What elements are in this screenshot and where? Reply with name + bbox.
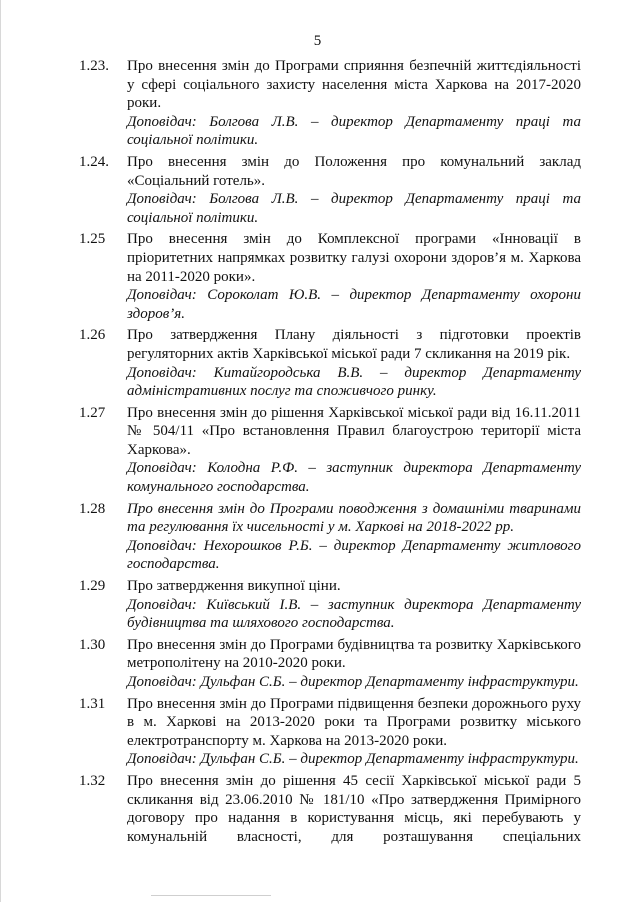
item-number: 1.28 [79, 500, 106, 517]
item-number: 1.32 [79, 772, 106, 789]
item-speaker: Доповідач: Китайгородська В.В. – директор Департаменту адміністративних послуг та споживчого ринку. [127, 364, 581, 400]
item-number: 1.30 [79, 636, 106, 653]
scan-artifact-line [151, 895, 271, 896]
agenda-item [79, 404, 581, 497]
item-speaker: Доповідач: Нехорошков Р.Б. – директор Департаменту житлового господарства. [127, 537, 581, 573]
item-title: Про внесення змін до Положення про комунальний заклад «Соціальний готель». [127, 153, 581, 189]
item-speaker: Доповідач: Сороколат Ю.В. – директор Департаменту охорони здоров’я. [127, 287, 581, 322]
item-speaker: Доповідач: Дульфан С.Б. – директор Департаменту інфраструктури. [127, 674, 579, 690]
item-speaker: Доповідач: Болгова Л.В. – директор Департаменту праці та соціальної політики. [127, 191, 581, 226]
agenda-item [79, 57, 581, 150]
agenda-item [79, 326, 581, 400]
item-number: 1.29 [79, 578, 106, 595]
item-speaker: Доповідач: Дульфан С.Б. – директор Департаменту інфраструктури. [127, 751, 579, 768]
item-number: 1.24. [79, 153, 109, 170]
item-title: Про внесення змін до Програми сприяння безпечній життєдіяльності у сфері соціального захисту населення міста Харкова на 2017-2020 роки. [127, 58, 581, 112]
agenda-item [79, 230, 581, 323]
page-number: 5 [313, 33, 322, 49]
item-number: 1.27 [79, 404, 106, 421]
agenda-item [79, 636, 581, 692]
item-title: Про затвердження Плану діяльності з підготовки проектів регуляторних актів Харківської міської ради 7 скликання на 2019 рік. [127, 327, 581, 362]
agenda-item [79, 772, 581, 846]
agenda-item [79, 695, 581, 769]
agenda-item [79, 153, 581, 227]
agenda-item [79, 500, 581, 574]
item-speaker: Доповідач: Болгова Л.В. – директор Департаменту праці та соціальної політики. [127, 113, 581, 149]
item-title: Про внесення змін до рішення 45 сесії Харківської міської ради 5 скликання від 23.06.2010 № 181/10 «Про затвердження Примірного договору про надання в користування місць, які перебувають у комунальній власності, для розташування спеціальних [127, 772, 581, 845]
item-number: 1.23. [79, 58, 109, 74]
item-speaker: Доповідач: Колодна Р.Ф. – заступник директора Департаменту комунального господарства. [127, 460, 581, 496]
agenda-list [79, 57, 581, 849]
item-title: Про внесення змін до Програми підвищення безпеки дорожнього руху в м. Харкові на 2013-2020 роки та Програми розвитку міського електротранспорту м. Харкова на 2013-2020 роки. [127, 695, 581, 749]
item-title: Про внесення змін до Програми будівництва та розвитку Харківського метрополітену на 2010-2020 роки. [127, 636, 581, 672]
item-title: Про внесення змін до рішення Харківської міської ради від 16.11.2011 № 504/11 «Про встановлення Правил благоустрою території міста Харкова». [127, 404, 581, 458]
item-number: 1.26 [79, 327, 106, 344]
item-number: 1.25 [79, 231, 106, 248]
item-title: Про затвердження викупної ціни. [127, 578, 341, 595]
agenda-item [79, 577, 581, 633]
item-title: Про внесення змін до Програми поводження з домашніми тваринами та регулювання їх чисельності у м. Харкові на 2018-2022 рр. [127, 500, 581, 536]
item-number: 1.31 [79, 695, 106, 712]
item-title: Про внесення змін до Комплексної програми «Інновації в пріоритетних напрямках розвитку галузі охорони здоров’я м. Харкова на 2011-2020 роки». [127, 231, 581, 285]
item-speaker: Доповідач: Київський І.В. – заступник директора Департаменту будівництва та шляхового господарства. [127, 596, 581, 632]
